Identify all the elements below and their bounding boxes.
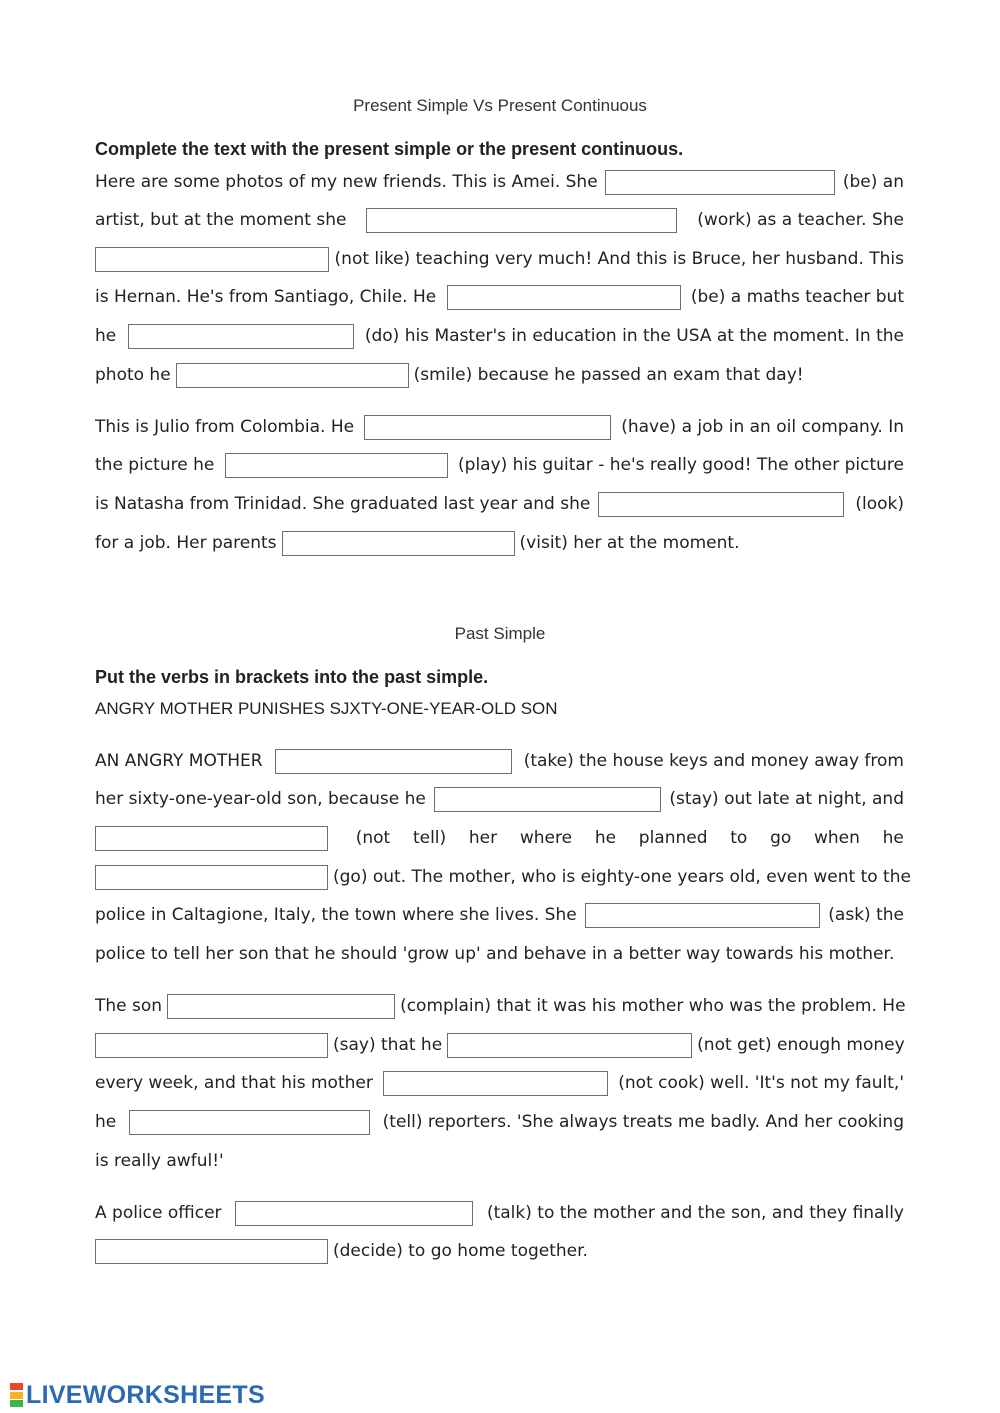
exercise-line	[95, 1032, 904, 1058]
answer-field[interactable]	[447, 285, 681, 310]
answer-field[interactable]	[95, 865, 328, 890]
sentence-text: is Hernan. He's from Santiago, Chile. He	[95, 287, 437, 307]
sentence-text: (visit) her at the moment.	[519, 533, 740, 553]
answer-field[interactable]	[128, 324, 354, 349]
exercise-line	[95, 207, 904, 233]
answer-field[interactable]	[366, 208, 677, 233]
exercise-line	[95, 284, 904, 310]
article-headline: ANGRY MOTHER PUNISHES SJXTY-ONE-YEAR-OLD SON	[95, 699, 558, 718]
exercise-line	[95, 414, 904, 440]
sentence-word: tell)	[412, 828, 447, 848]
sentence-text: every week, and that his mother	[95, 1073, 373, 1093]
answer-field[interactable]	[447, 1033, 692, 1058]
sentence-word: go	[770, 828, 792, 848]
exercise-line	[95, 1148, 904, 1174]
exercise-line	[95, 1200, 904, 1226]
answer-field[interactable]	[167, 994, 395, 1019]
logo-bar-icon	[10, 1383, 23, 1390]
logo-bar-icon	[10, 1400, 23, 1407]
sentence-text: AN ANGRY MOTHER	[95, 751, 263, 771]
brand-name: LIVEWORKSHEETS	[26, 1380, 265, 1409]
section2-title: Past Simple	[454, 624, 546, 643]
exercise-line	[95, 169, 904, 195]
section1-title: Present Simple Vs Present Continuous	[353, 96, 647, 115]
sentence-text: (not like) teaching very much! And this is Bruce, her husband. This	[334, 249, 904, 269]
exercise-line	[95, 902, 904, 928]
sentence-text: (do) his Master's in education in the USA at the moment. In the	[364, 326, 904, 346]
sentence-text: is really awful!'	[95, 1151, 224, 1171]
sentence-text: This is Julio from Colombia. He	[95, 417, 355, 437]
answer-field[interactable]	[176, 363, 409, 388]
sentence-word: to	[730, 828, 748, 848]
sentence-text: (say) that he	[333, 1035, 443, 1055]
sentence-text: (talk) to the mother and the son, and they finally	[486, 1203, 904, 1223]
exercise-line	[95, 941, 904, 967]
sentence-text: for a job. Her parents	[95, 533, 277, 553]
answer-field[interactable]	[598, 492, 844, 517]
exercise-line	[95, 491, 904, 517]
sentence-text: (take) the house keys and money away from	[523, 751, 904, 771]
sentence-text: is Natasha from Trinidad. She graduated last year and she	[95, 494, 591, 514]
sentence-text: (go) out. The mother, who is eighty-one years old, even went to the	[333, 867, 911, 887]
exercise-line	[95, 362, 904, 388]
sentence-text: police in Caltagione, Italy, the town where she lives. She	[95, 905, 577, 925]
answer-field[interactable]	[95, 826, 328, 851]
sentence-text: (play) his guitar - he's really good! The other picture	[458, 455, 904, 475]
exercise-line	[95, 1238, 904, 1264]
answer-field[interactable]	[225, 453, 448, 478]
answer-field[interactable]	[275, 749, 512, 774]
answer-field[interactable]	[95, 247, 329, 272]
sentence-word: planned	[638, 828, 708, 848]
sentence-text: The son	[95, 996, 163, 1016]
sentence-text: (not cook) well. 'It's not my fault,'	[618, 1073, 904, 1093]
sentence-word: (not	[355, 828, 391, 848]
sentence-text: (stay) out late at night, and	[669, 789, 904, 809]
sentence-text: (work) as a teacher. She	[697, 210, 904, 230]
exercise-line	[95, 825, 904, 851]
sentence-word: he	[594, 828, 617, 848]
sentence-word: where	[519, 828, 573, 848]
exercise-line	[95, 748, 904, 774]
answer-field[interactable]	[235, 1201, 473, 1226]
exercise-line	[95, 864, 911, 890]
sentence-text: her sixty-one-year-old son, because he	[95, 789, 426, 809]
answer-field[interactable]	[129, 1110, 370, 1135]
sentence-text: (smile) because he passed an exam that day!	[413, 365, 804, 385]
sentence-text: A police officer	[95, 1203, 222, 1223]
exercise-line	[95, 1109, 904, 1135]
sentence-text: (not get) enough money	[697, 1035, 905, 1055]
exercise-line	[95, 246, 904, 272]
answer-field[interactable]	[282, 531, 515, 556]
exercise-line	[95, 1070, 904, 1096]
sentence-text: (complain) that it was his mother who was the problem. He	[400, 996, 906, 1016]
section1-instruction: Complete the text with the present simple or the present continuous.	[95, 139, 684, 159]
answer-field[interactable]	[364, 415, 611, 440]
liveworksheets-logo[interactable]	[10, 1380, 265, 1410]
sentence-text: he	[95, 1112, 117, 1132]
sentence-text: (decide) to go home together.	[333, 1241, 588, 1261]
sentence-text: (be) a maths teacher but	[690, 287, 904, 307]
exercise-line	[95, 530, 904, 556]
sentence-word: her	[468, 828, 498, 848]
sentence-text: he	[95, 326, 117, 346]
sentence-text: (ask) the	[828, 905, 904, 925]
answer-field[interactable]	[585, 903, 820, 928]
sentence-text: the picture he	[95, 455, 215, 475]
exercise-line	[95, 993, 904, 1019]
sentence-text: artist, but at the moment she	[95, 210, 347, 230]
exercise-line	[95, 323, 904, 349]
section2-instruction: Put the verbs in brackets into the past simple.	[95, 667, 489, 687]
answer-field[interactable]	[95, 1239, 328, 1264]
sentence-text: police to tell her son that he should 'grow up' and behave in a better way towards his mother.	[95, 944, 895, 964]
logo-mark-icon	[10, 1383, 24, 1407]
sentence-text: (have) a job in an oil company. In	[621, 417, 904, 437]
sentence-text: (look)	[855, 494, 904, 514]
answer-field[interactable]	[434, 787, 661, 812]
exercise-line	[95, 786, 904, 812]
logo-bar-icon	[10, 1392, 23, 1399]
sentence-word: he	[882, 828, 904, 848]
sentence-word: when	[814, 828, 860, 848]
answer-field[interactable]	[95, 1033, 328, 1058]
sentence-text: Here are some photos of my new friends. This is Amei. She	[95, 172, 598, 192]
sentence-text: (tell) reporters. 'She always treats me badly. And her cooking	[382, 1112, 904, 1132]
sentence-text: (be) an	[842, 172, 904, 192]
answer-field[interactable]	[605, 170, 835, 195]
exercise-line	[95, 452, 904, 478]
sentence-text: photo he	[95, 365, 171, 385]
answer-field[interactable]	[383, 1071, 608, 1096]
